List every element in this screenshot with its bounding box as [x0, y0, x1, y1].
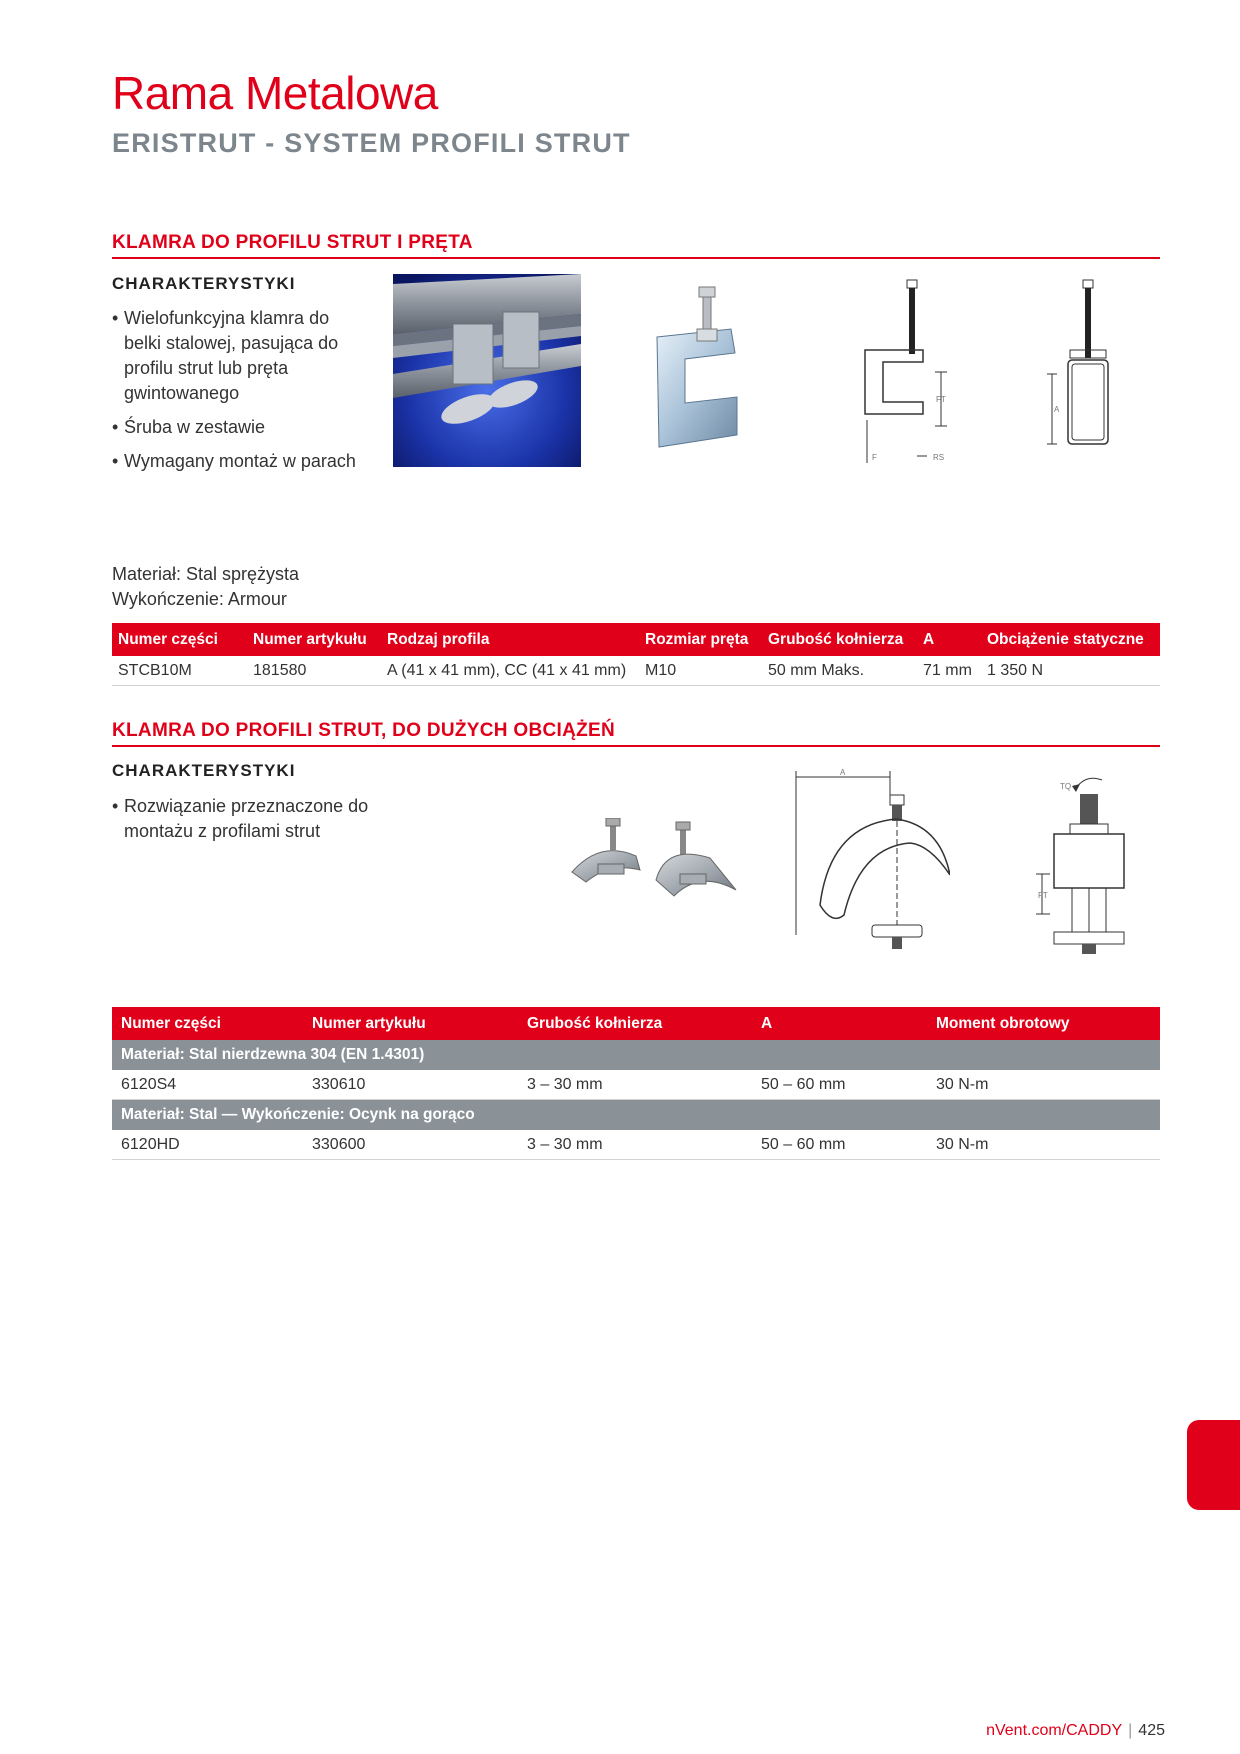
dimension-label-a: A [1054, 405, 1060, 414]
dimension-label-ft: FT [936, 395, 946, 404]
material-group-label: Materiał: Stal nierdzewna 304 (EN 1.4301) [112, 1040, 1160, 1070]
torque-label: TQ [1060, 782, 1072, 791]
column-header: Obciążenie statyczne [981, 623, 1160, 656]
clamp-front-view-diagram [1040, 278, 1130, 453]
footer-separator: | [1128, 1722, 1133, 1739]
table-row [112, 1130, 1160, 1160]
column-header: Grubość kołnierza [762, 623, 917, 656]
table-cell: 3 – 30 mm [521, 1070, 755, 1100]
dimension-label-f: F [872, 453, 877, 462]
material-text: Materiał: Stal sprężysta [112, 564, 300, 584]
product-table-stcb [112, 623, 1160, 686]
page-footer [986, 1722, 1165, 1740]
dimension-label-ft: FT [1038, 891, 1048, 900]
table-cell: 30 N-m [930, 1070, 1160, 1100]
features-heading: CHARAKTERYSTYKI [112, 761, 296, 780]
heavy-duty-clamp-photo [570, 818, 738, 902]
table-cell: 50 – 60 mm [755, 1070, 930, 1100]
features-list [112, 794, 372, 853]
table-cell: A (41 x 41 mm), CC (41 x 41 mm) [381, 656, 639, 686]
table-group-row [112, 1100, 1160, 1131]
column-header: Numer części [112, 1007, 306, 1040]
table-row [112, 1070, 1160, 1100]
column-header: Numer artykułu [306, 1007, 521, 1040]
dimension-label-rs: RS [933, 453, 945, 462]
section-heading-strut-rod-clamp: KLAMRA DO PROFILU STRUT I PRĘTA [112, 232, 1160, 259]
column-header: Grubość kołnierza [521, 1007, 755, 1040]
clamp-side-view-diagram [855, 278, 965, 463]
table-row [112, 656, 1160, 686]
column-header: A [917, 623, 981, 656]
product-table-6120 [112, 1007, 1160, 1160]
feature-item: • Wielofunkcyjna klamra do belki stalowej, pasująca do profilu strut lub pręta gwintowanego [112, 306, 362, 406]
table-group-row [112, 1040, 1160, 1070]
table-cell: 30 N-m [930, 1130, 1160, 1160]
table-cell: 50 mm Maks. [762, 656, 917, 686]
finish-text: Wykończenie: Armour [112, 589, 287, 609]
feature-item: • Rozwiązanie przeznaczone do montażu z profilami strut [112, 794, 372, 844]
material-group-label: Materiał: Stal — Wykończenie: Ocynk na gorąco [112, 1100, 1160, 1131]
section-heading-heavy-duty-clamp: KLAMRA DO PROFILI STRUT, DO DUŻYCH OBCIĄŻEŃ [112, 720, 1160, 747]
table-cell: 330600 [306, 1130, 521, 1160]
table-cell: STCB10M [112, 656, 247, 686]
footer-website-link[interactable]: nVent.com/CADDY [986, 1722, 1123, 1739]
page-number: 425 [1138, 1722, 1165, 1739]
table-cell: 50 – 60 mm [755, 1130, 930, 1160]
table-cell: 181580 [247, 656, 381, 686]
table-header-row [112, 623, 1160, 656]
features-heading: CHARAKTERYSTYKI [112, 274, 296, 293]
table-cell: 1 350 N [981, 656, 1160, 686]
column-header: Moment obrotowy [930, 1007, 1160, 1040]
table-cell: 330610 [306, 1070, 521, 1100]
column-header: A [755, 1007, 930, 1040]
heavy-duty-front-diagram [1030, 772, 1140, 957]
table-cell: M10 [639, 656, 762, 686]
features-list [112, 306, 362, 483]
table-header-row [112, 1007, 1160, 1040]
chapter-tab [1187, 1420, 1240, 1510]
heavy-duty-side-diagram [790, 765, 950, 957]
table-cell: 6120S4 [112, 1070, 306, 1100]
table-cell: 71 mm [917, 656, 981, 686]
feature-item: • Śruba w zestawie [112, 415, 362, 440]
table-cell: 3 – 30 mm [521, 1130, 755, 1160]
table-cell: 6120HD [112, 1130, 306, 1160]
column-header: Rodzaj profila [381, 623, 639, 656]
dimension-label-a: A [840, 768, 846, 777]
page-subtitle: ERISTRUT - SYSTEM PROFILI STRUT [112, 128, 631, 158]
page-title: Rama Metalowa [112, 67, 438, 119]
column-header: Numer artykułu [247, 623, 381, 656]
column-header: Rozmiar pręta [639, 623, 762, 656]
beam-clamp-photo [393, 274, 581, 467]
clamp-product-photo [645, 285, 740, 455]
feature-item: • Wymagany montaż w parach [112, 449, 362, 474]
column-header: Numer części [112, 623, 247, 656]
